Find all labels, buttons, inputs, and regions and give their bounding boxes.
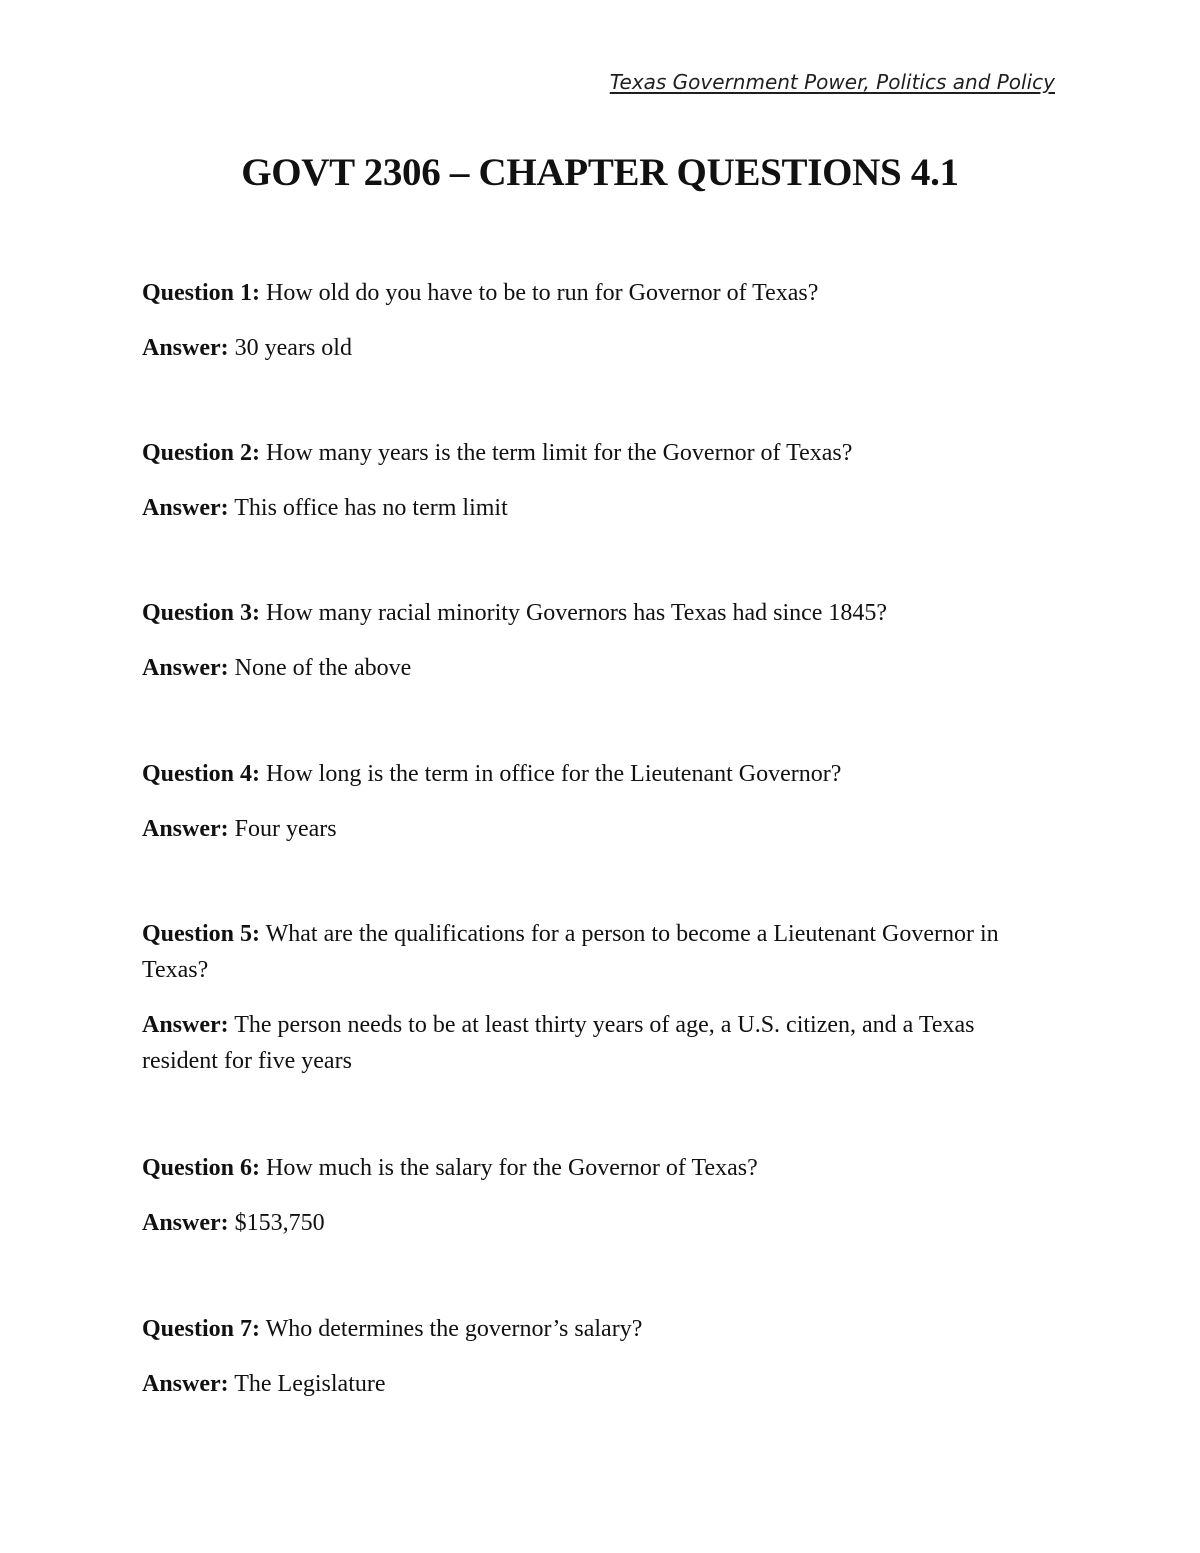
question-2 xyxy=(142,435,1042,471)
question-4 xyxy=(142,756,1042,792)
question-5 xyxy=(142,916,1042,988)
qa-block-1 xyxy=(142,275,1042,366)
question-text: Who determines the governor’s salary? xyxy=(265,1316,643,1342)
answer-label: Answer: xyxy=(142,816,229,842)
question-label: Question 3: xyxy=(142,600,261,626)
answer-label: Answer: xyxy=(142,1012,229,1038)
answer-1 xyxy=(142,330,1042,366)
answer-text: 30 years old xyxy=(234,335,352,361)
qa-block-7 xyxy=(142,1311,1042,1402)
question-7 xyxy=(142,1311,1042,1347)
qa-block-5 xyxy=(142,916,1042,1079)
question-text: How long is the term in office for the Lieutenant Governor? xyxy=(266,761,842,787)
answer-4 xyxy=(142,811,1042,847)
question-text: How many years is the term limit for the Governor of Texas? xyxy=(266,440,853,466)
question-text: How much is the salary for the Governor of Texas? xyxy=(266,1155,758,1181)
answer-label: Answer: xyxy=(142,495,229,521)
answer-label: Answer: xyxy=(142,1210,229,1236)
question-label: Question 5: xyxy=(142,921,261,947)
question-label: Question 4: xyxy=(142,761,261,787)
answer-5 xyxy=(142,1007,1042,1079)
answer-text: The Legislature xyxy=(234,1371,386,1397)
question-label: Question 7: xyxy=(142,1316,261,1342)
question-text: How old do you have to be to run for Governor of Texas? xyxy=(266,280,819,306)
answer-text: Four years xyxy=(234,816,337,842)
running-header: Texas Government Power, Politics and Policy xyxy=(609,70,1055,94)
question-6 xyxy=(142,1150,1042,1186)
answer-label: Answer: xyxy=(142,655,229,681)
question-text: How many racial minority Governors has Texas had since 1845? xyxy=(266,600,888,626)
question-label: Question 2: xyxy=(142,440,261,466)
question-text: What are the qualifications for a person to become a Lieutenant Governor in Texas? xyxy=(142,921,999,983)
question-label: Question 6: xyxy=(142,1155,261,1181)
answer-text: None of the above xyxy=(234,655,412,681)
answer-text: $153,750 xyxy=(234,1210,325,1236)
answer-6 xyxy=(142,1205,1042,1241)
qa-block-4 xyxy=(142,756,1042,847)
answer-2 xyxy=(142,490,1042,526)
answer-text: The person needs to be at least thirty years of age, a U.S. citizen, and a Texas resident for five years xyxy=(142,1012,975,1074)
answer-3 xyxy=(142,650,1042,686)
answer-label: Answer: xyxy=(142,335,229,361)
answer-text: This office has no term limit xyxy=(234,495,508,521)
question-3 xyxy=(142,595,1042,631)
qa-block-6 xyxy=(142,1150,1042,1241)
answer-7 xyxy=(142,1366,1042,1402)
question-label: Question 1: xyxy=(142,280,261,306)
page-title: GOVT 2306 – CHAPTER QUESTIONS 4.1 xyxy=(241,151,959,194)
qa-block-3 xyxy=(142,595,1042,686)
qa-block-2 xyxy=(142,435,1042,526)
question-1 xyxy=(142,275,1042,311)
answer-label: Answer: xyxy=(142,1371,229,1397)
